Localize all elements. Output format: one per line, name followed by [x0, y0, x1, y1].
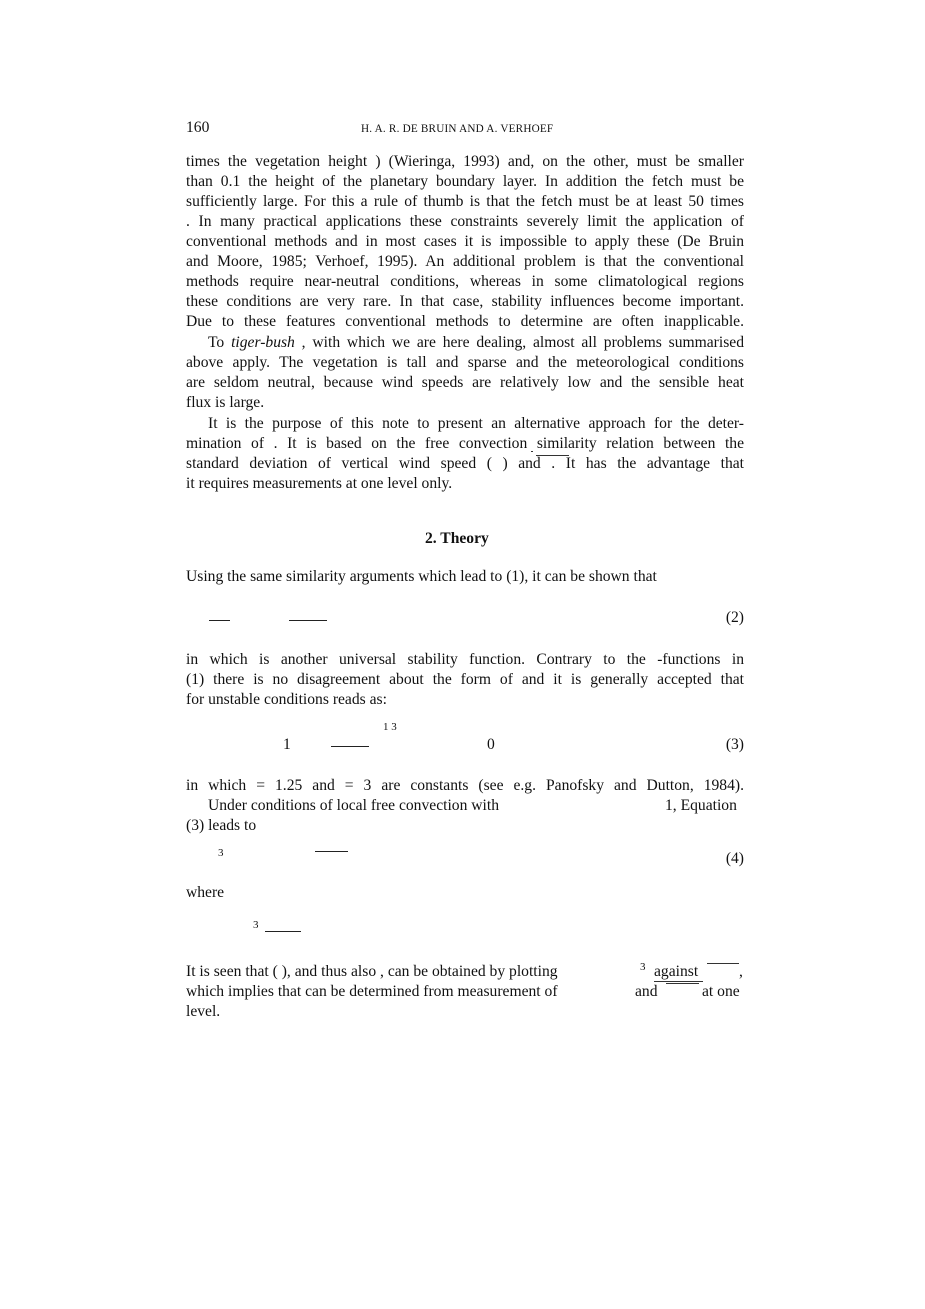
- text-span: and: [635, 983, 658, 1000]
- text-line: flux is large.: [186, 394, 265, 411]
- text-span: To: [208, 334, 232, 351]
- text-line: above apply. The vegetation is tall and sparse and the meteorological conditions: [186, 354, 744, 371]
- equation-number: (2): [725, 609, 744, 626]
- equation-number: (3): [725, 736, 744, 753]
- exponent: 3: [640, 961, 646, 973]
- fraction-bar: [265, 931, 301, 932]
- exponent: 3: [253, 919, 259, 931]
- text-span: at one: [702, 983, 740, 1000]
- text-line: . In many practical applications these constraints severely limit the application of: [186, 213, 744, 230]
- text-line: sufficiently large. For this a rule of thumb is that the fetch must be at least 50 times: [186, 193, 744, 210]
- text-line: in which is another universal stability function. Contrary to the -functions in: [186, 651, 744, 668]
- equation-number: (4): [725, 850, 744, 867]
- underline-mark: [654, 981, 703, 982]
- text-line: and Moore, 1985; Verhoef, 1995). An additional problem is that the conventional: [186, 253, 744, 270]
- text-line: (3) leads to: [186, 817, 257, 834]
- text-line: methods require near-neutral conditions, whereas in some climatological regions: [186, 273, 744, 290]
- exponent: 3: [218, 847, 224, 859]
- text-line: [208, 333, 744, 353]
- text-span: against: [654, 963, 699, 980]
- text-line: standard deviation of vertical wind speed ( ) and . It has the advantage that: [186, 455, 744, 472]
- fraction-bar: [289, 620, 327, 621]
- page-number: 160: [186, 119, 210, 136]
- text-span: ,: [739, 963, 743, 980]
- text-line: than 0.1 the height of the planetary boundary layer. In addition the fetch must be: [186, 173, 744, 190]
- text-span: which implies that can be determined from measurement of: [186, 983, 558, 1000]
- text-line: conventional methods and in most cases it is impossible to apply these (De Bruin: [186, 233, 744, 250]
- fraction-bar: [331, 746, 369, 747]
- fraction-bar: [209, 620, 230, 621]
- text-span: 1, Equation: [665, 797, 737, 814]
- text-line: where: [186, 884, 225, 901]
- section-heading: 2. Theory: [425, 530, 489, 547]
- text-line: (1) there is no disagreement about the form of and it is generally accepted that: [186, 671, 744, 688]
- fraction-bar: [315, 851, 348, 852]
- overline-mark: [536, 455, 569, 456]
- overline-mark: [666, 983, 699, 984]
- text-line: mination of . It is based on the free convection similarity relation between the: [186, 435, 744, 452]
- running-head: H. A. R. DE BRUIN AND A. VERHOEF: [361, 123, 554, 135]
- italic-term: tiger-bush: [231, 334, 295, 351]
- text-span: Under conditions of local free convection with: [208, 797, 499, 814]
- text-line: it requires measurements at one level only.: [186, 475, 453, 492]
- text-line: Due to these features conventional methods to determine are often inapplicable.: [186, 313, 744, 330]
- underline-mark: [531, 451, 533, 452]
- text-line: are seldom neutral, because wind speeds are relatively low and the sensible heat: [186, 374, 744, 391]
- exponent: 1 3: [383, 721, 397, 733]
- equation-term: 0: [487, 736, 495, 753]
- overline-mark: [707, 963, 739, 964]
- text-line: Using the same similarity arguments which lead to (1), it can be shown that: [186, 568, 657, 585]
- equation-term: 1: [283, 736, 291, 753]
- text-span: It is seen that ( ), and thus also , can be obtained by plotting: [186, 963, 558, 980]
- text-line: in which = 1.25 and = 3 are constants (see e.g. Panofsky and Dutton, 1984).: [186, 777, 744, 794]
- text-line: times the vegetation height ) (Wieringa, 1993) and, on the other, must be smaller: [186, 153, 744, 170]
- text-line: for unstable conditions reads as:: [186, 691, 387, 708]
- text-line: It is the purpose of this note to present an alternative approach for the deter-: [208, 415, 744, 432]
- text-span: , with which we are here dealing, almost all problems summarised: [294, 334, 744, 351]
- text-line: these conditions are very rare. In that case, stability influences become important.: [186, 293, 744, 310]
- text-line: level.: [186, 1003, 221, 1020]
